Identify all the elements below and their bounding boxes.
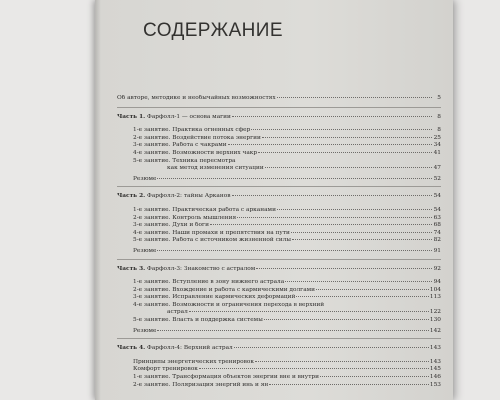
toc-part-heading [117, 345, 441, 353]
toc-entry-text: как метод изменения ситуации [167, 165, 264, 172]
section-divider [117, 186, 441, 187]
dot-leader [189, 310, 429, 312]
part-label: Часть 3. [117, 265, 146, 272]
toc-page-number: 8 [437, 127, 441, 134]
dot-leader [210, 223, 432, 225]
toc-page-number: 92 [433, 265, 441, 272]
toc-page-number: 34 [433, 142, 441, 149]
toc-entry-resume [117, 328, 441, 336]
toc-entry [117, 309, 441, 317]
dot-leader [258, 151, 432, 153]
dot-leader [232, 115, 432, 117]
toc-entry-text: 5-е занятие. Работа с источником жизненной силы [133, 237, 291, 244]
section-divider [117, 259, 441, 260]
toc-page-number: 74 [433, 229, 441, 236]
toc-entry [117, 317, 441, 325]
toc-page-number: 130 [429, 317, 441, 324]
toc-entry-text: 4-е занятие. Возможности верхних чакр [133, 149, 258, 156]
part-label: Часть 1. [117, 113, 146, 120]
book-page [95, 0, 453, 400]
toc-entry-text [117, 114, 231, 122]
toc-entry-text: Принципы энергетических тренировок [133, 358, 254, 365]
toc-entry-text: 2-е занятие. Воздействие потока энергии [133, 134, 261, 141]
dot-leader [296, 295, 429, 297]
toc-entry-text: 4-е занятие. Возможности и ограничения перехода в верхний [133, 301, 325, 308]
toc-entry [117, 359, 441, 367]
toc-entry [117, 127, 441, 135]
toc-page-number: 113 [429, 294, 441, 301]
toc-entry-text: 1-е занятие. Практическая работа с арканами [133, 206, 276, 213]
dot-leader [157, 329, 428, 331]
dot-leader [228, 143, 432, 145]
toc-entry-intro [117, 95, 441, 103]
toc-entry [117, 222, 441, 230]
dot-leader [320, 375, 429, 377]
toc-entry [117, 135, 441, 143]
toc-entry-text: Об авторе, методике и необычайных возможностях [117, 95, 276, 101]
page-title: СОДЕРЖАНИЕ [143, 20, 283, 41]
toc-part-heading [117, 193, 441, 201]
dot-leader [277, 96, 432, 98]
toc-page-number: 104 [429, 286, 441, 293]
toc-page-number: 63 [433, 214, 441, 221]
toc-entry [117, 165, 441, 173]
dot-leader [285, 280, 432, 282]
toc-page-number: 5 [437, 95, 441, 101]
toc-entry-resume [117, 248, 441, 256]
toc-entry [117, 302, 441, 310]
toc-entry [117, 158, 441, 166]
dot-leader [199, 367, 429, 369]
toc-entry [117, 142, 441, 150]
toc-page-number: 143 [429, 358, 441, 365]
toc-page-number: 153 [429, 381, 441, 388]
dot-leader [157, 177, 432, 179]
dot-leader [265, 166, 432, 168]
toc-entry-text: Резюме [133, 247, 157, 254]
toc-entry-text: Резюме [133, 327, 157, 334]
toc-page-number: 82 [433, 237, 441, 244]
toc-page-number: 94 [433, 279, 441, 286]
toc-entry [117, 207, 441, 215]
toc-entry [117, 230, 441, 238]
toc-entry-text: 2-е занятие. Поляризация энергий инь и ян [133, 381, 269, 388]
toc-entry [117, 215, 441, 223]
part-label: Часть 4. [117, 345, 146, 352]
toc-page-number: 41 [433, 149, 441, 156]
toc-entry-text: 2-е занятие. Контроль мышления [133, 214, 237, 221]
dot-leader [325, 303, 432, 305]
toc-entry-text: астрал [167, 309, 188, 316]
dot-leader [269, 383, 429, 385]
toc-entry [117, 294, 441, 302]
toc-entry-text: 3-е занятие. Духи и боги [133, 222, 209, 229]
toc-page-number: 143 [429, 345, 441, 352]
toc-entry [117, 237, 441, 245]
table-of-contents [117, 95, 441, 389]
part-title: Фарфолл-3: Знакомство с астралом [145, 265, 256, 272]
dot-leader [237, 216, 432, 218]
toc-entry-text: 5-е занятие. Техника пересмотра [133, 157, 236, 164]
toc-entry [117, 366, 441, 374]
toc-entry-text: 5-е занятие. Власть и поддержка системы [133, 317, 263, 324]
dot-leader [316, 288, 429, 290]
toc-entry [117, 279, 441, 287]
dot-leader [255, 360, 429, 362]
dot-leader [262, 136, 432, 138]
toc-page-number: 122 [429, 309, 441, 316]
toc-page-number: 68 [433, 222, 441, 229]
toc-entry-text [117, 266, 255, 274]
dot-leader [277, 208, 432, 210]
dot-leader [251, 128, 432, 130]
toc-entry-text: 1-е занятие. Практика огненных сфер [133, 127, 251, 134]
dot-leader [237, 159, 432, 161]
dot-leader [264, 318, 429, 320]
toc-entry-text: 1-е занятие. Вступление в зону нижнего астрала [133, 279, 285, 286]
toc-entry-text [117, 193, 231, 201]
section-divider [117, 107, 441, 108]
part-title: Фарфолл-1 — основа магии [145, 113, 231, 120]
toc-entry-text: 3-е занятие. Работа с чакрами [133, 142, 227, 149]
part-title: Фарфолл-4: Верхний астрал [145, 345, 233, 352]
toc-entry-text: 3-е занятие. Исправление кармических деформаций [133, 294, 296, 301]
dot-leader [157, 249, 432, 251]
toc-page-number: 54 [433, 206, 441, 213]
toc-page-number: 91 [433, 247, 441, 254]
toc-page-number: 142 [429, 327, 441, 334]
part-label: Часть 2. [117, 193, 146, 200]
part-title: Фарфолл-2: тайны Арканов [145, 193, 231, 200]
toc-entry-resume [117, 176, 441, 184]
toc-page-number: 25 [433, 134, 441, 141]
toc-page-number: 52 [433, 175, 441, 182]
dot-leader [256, 267, 432, 269]
toc-entry-text: 4-е занятие. Наши промахи и препятствия на пути [133, 229, 290, 236]
toc-parts [117, 107, 441, 390]
section-divider [117, 338, 441, 339]
toc-page-number: 145 [429, 366, 441, 373]
toc-part-heading [117, 266, 441, 274]
toc-page-number: 54 [433, 193, 441, 200]
dot-leader [232, 194, 433, 196]
toc-entry [117, 287, 441, 295]
toc-entry-text: Резюме [133, 175, 157, 182]
toc-entry [117, 374, 441, 382]
dot-leader [292, 238, 432, 240]
dot-leader [291, 231, 432, 233]
toc-entry-text: 2-е занятие. Вхождение и работа с кармическими долгами [133, 286, 316, 293]
toc-entry-text: Комфорт тренировок [133, 366, 198, 373]
toc-entry [117, 382, 441, 390]
toc-page-number: 146 [429, 374, 441, 381]
toc-entry [117, 150, 441, 158]
toc-entry-text: 1-е занятие. Трансформация объектов энергии вне и внутри [133, 374, 319, 381]
toc-entry-text [117, 345, 233, 353]
toc-part-heading [117, 114, 441, 122]
toc-page-number: 47 [433, 165, 441, 172]
toc-page-number: 8 [437, 113, 441, 120]
dot-leader [234, 346, 429, 348]
